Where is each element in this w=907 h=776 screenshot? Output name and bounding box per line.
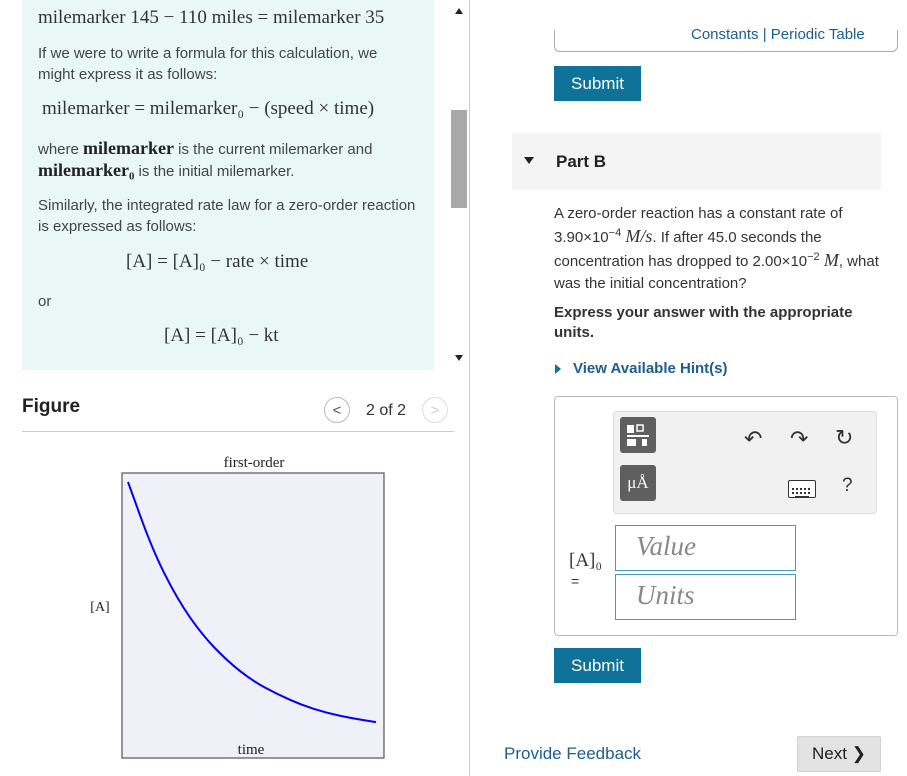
rate-unit: M/s	[625, 226, 653, 246]
scroll-down-arrow-icon[interactable]	[455, 355, 463, 361]
milemarker-term: milemarker	[83, 138, 174, 158]
milemarker0-term: milemarker₀	[38, 160, 135, 180]
answer-equals: =	[571, 573, 580, 589]
reset-icon[interactable]: ↻	[835, 425, 854, 450]
info-paragraph-2	[38, 138, 418, 182]
formula-rate: [A] = [A]₀ − rate × time	[126, 251, 309, 272]
submit-button-part-a[interactable]: Submit	[554, 66, 641, 101]
keyboard-icon[interactable]	[788, 480, 816, 498]
question-part-1: A zero-order reaction has a constant rate of	[554, 205, 843, 222]
figure-prev-button[interactable]: <	[324, 397, 350, 423]
question-text	[554, 203, 884, 295]
formula-milemarker: milemarker = milemarker₀ − (speed × time)	[42, 98, 375, 119]
figure-next-button[interactable]: >	[422, 397, 448, 423]
info-paragraph-3: Similarly, the integrated rate law for a zero-order reaction is expressed as follows:	[38, 197, 416, 235]
info-box	[22, 0, 434, 370]
figure-chart	[0, 440, 469, 770]
collapse-caret-icon[interactable]	[524, 157, 534, 164]
undo-icon[interactable]: ↶	[744, 426, 763, 451]
templates-icon[interactable]	[620, 417, 656, 453]
conc-value: 2.00×10	[752, 253, 808, 270]
conc-exponent: −2	[807, 251, 820, 263]
submit-button[interactable]: Submit	[554, 648, 641, 683]
hints-row[interactable]	[555, 360, 728, 377]
figure-page-indicator: 2 of 2	[366, 402, 407, 419]
conc-unit: M	[823, 250, 839, 270]
where-mid-text: is the current milemarker and	[178, 141, 373, 158]
rate-exponent: −4	[608, 227, 622, 239]
redo-icon[interactable]: ↷	[790, 426, 809, 451]
figure-title: Figure	[22, 396, 81, 417]
view-hints-link[interactable]: View Available Hint(s)	[573, 360, 728, 377]
answer-box	[554, 396, 898, 636]
chart-title: first-order	[223, 455, 285, 471]
info-paragraph-1: If we were to write a formula for this calculation, we might express it as follows:	[38, 45, 378, 83]
chart-ylabel: [A]	[90, 600, 110, 615]
question-part-2: . If after 45.0 seconds the concentration has dropped to	[554, 229, 822, 270]
scrollbar[interactable]	[449, 0, 469, 370]
scroll-up-arrow-icon[interactable]	[455, 8, 463, 14]
hints-caret-icon[interactable]	[555, 364, 561, 374]
answer-label: [A]₀	[569, 550, 602, 571]
part-b-title: Part B	[556, 152, 607, 171]
figure-divider	[22, 431, 454, 432]
rate-value: 3.90×10	[554, 229, 609, 246]
math-toolbar	[613, 411, 877, 514]
plot-area	[122, 473, 384, 758]
units-button[interactable]: μÅ	[620, 465, 656, 501]
question-part-3: , what was the initial concentration?	[554, 253, 879, 292]
answer-instruction: Express your answer with the appropriate units.	[554, 304, 853, 341]
value-input[interactable]: Value	[615, 525, 796, 571]
part-b-header[interactable]	[512, 133, 881, 190]
chart-xlabel: time	[237, 742, 265, 758]
panel-divider	[469, 0, 470, 776]
where-end-text: is the initial milemarker.	[138, 163, 295, 180]
scroll-thumb[interactable]	[451, 110, 467, 208]
provide-feedback-link[interactable]: Provide Feedback	[504, 744, 642, 763]
formula-kt: [A] = [A]₀ − kt	[164, 325, 279, 346]
constants-periodic-table-link[interactable]: Constants | Periodic Table	[691, 26, 865, 43]
where-text: where	[38, 141, 79, 158]
next-button[interactable]: Next ❯	[797, 736, 881, 772]
units-input[interactable]: Units	[615, 574, 796, 620]
formula-milemarker-calc: milemarker 145 − 110 miles = milemarker 35	[38, 7, 385, 28]
help-icon[interactable]: ?	[842, 475, 853, 496]
or-text: or	[38, 293, 52, 310]
